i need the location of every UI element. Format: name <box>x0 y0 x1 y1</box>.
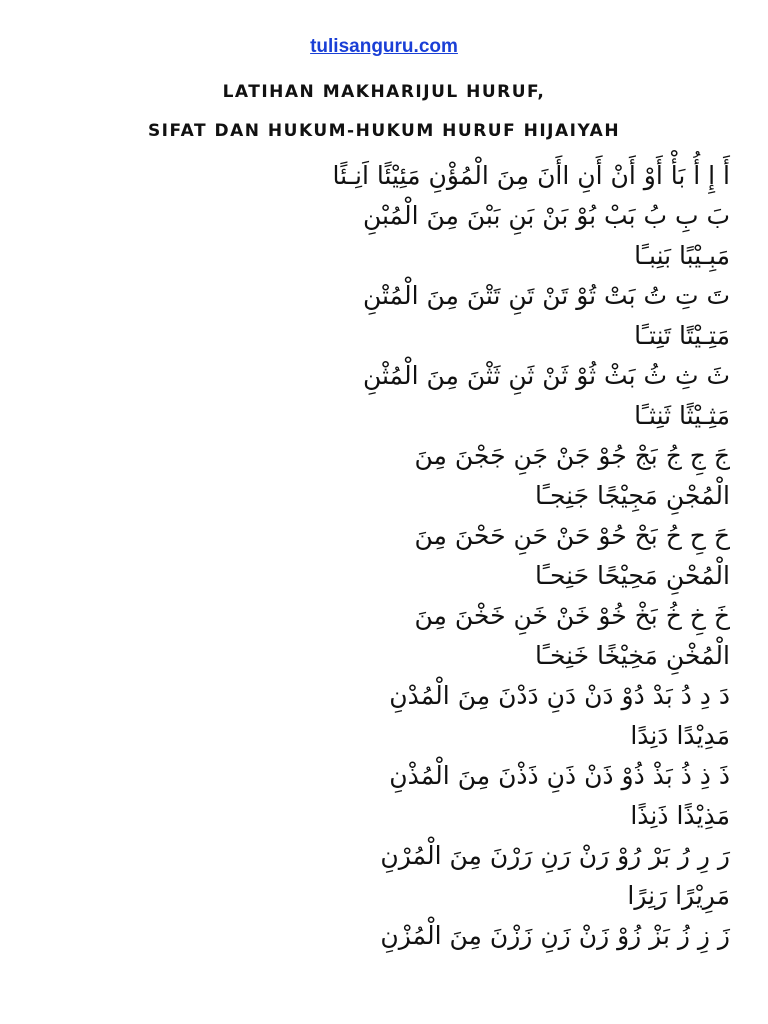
exercise-line: الْمُخْنِ مَخِيْخًا خَنِخـًا <box>535 641 730 670</box>
exercise-line: جَ جِ جُ بَجْ جُوْ جَنْ جَنِ جَجْنَ مِنَ <box>414 441 730 470</box>
document-title-line-1: LATIHAN MAKHARIJUL HURUF, <box>222 82 546 102</box>
exercise-line: خَ خِ خُ بَخْ خُوْ خَنْ خَنِ خَخْنَ مِنَ <box>414 601 730 630</box>
exercise-line: حَ حِ حُ بَحْ حُوْ حَنْ حَنِ حَحْنَ مِنَ <box>414 521 730 550</box>
exercise-line: مَرِيْرًا رَنِرًا <box>627 881 730 910</box>
site-link[interactable]: tulisanguru.com <box>310 36 458 57</box>
exercise-line: مَدِيْدًا دَنِدًا <box>630 721 730 750</box>
exercise-line: تَ تِ تُ بَتْ تُوْ تَنْ تَنِ تَتْنَ مِنَ الْمُتْنِ <box>362 281 730 310</box>
document-title-line-2: SIFAT DAN HUKUM-HUKUM HURUF HIJAIYAH <box>147 121 621 141</box>
exercise-line: زَ زِ زُ بَزْ زُوْ زَنْ زَنِ زَزْنَ مِنَ الْمُزْنِ <box>380 921 730 950</box>
exercise-line: مَذِيْذًا ذَنِذًا <box>630 801 730 830</box>
exercise-line: دَ دِ دُ بَدْ دُوْ دَنْ دَنِ دَدْنَ مِنَ الْمُدْنِ <box>389 681 730 710</box>
exercise-line: أَ إِ أُ بَأْ أَوْ أَنْ أَنِ اأَنَ مِنَ الْمُؤْنِ مَئِيْئًا اَنِـئًا <box>332 161 730 190</box>
exercise-line: الْمُجْنِ مَجِيْجًا جَنِجـًا <box>535 481 730 510</box>
exercise-line: مَثِـيْثًا ثَنِثـًا <box>634 401 730 430</box>
exercise-line: الْمُحْنِ مَحِيْحًا حَنِحـًا <box>535 561 730 590</box>
exercise-line: رَ رِ رُ بَرْ رُوْ رَنْ رَنِ رَرْنَ مِنَ الْمُرْنِ <box>380 841 730 870</box>
exercise-line: ذَ ذِ ذُ بَذْ ذُوْ ذَنْ ذَنِ ذَذْنَ مِنَ الْمُذْنِ <box>389 761 730 790</box>
exercise-line: بَ بِ بُ بَبْ بُوْ بَنْ بَنِ بَبْنَ مِنَ الْمُبْنِ <box>362 201 730 230</box>
exercise-line: مَبِـيْبًا بَنِبـًا <box>634 241 730 270</box>
exercise-line: ثَ ثِ ثُ بَثْ ثُوْ ثَنْ ثَنِ ثَثْنَ مِنَ الْمُثْنِ <box>362 361 730 390</box>
exercise-line: مَتِـيْتًا تَنِتـًا <box>634 321 730 350</box>
